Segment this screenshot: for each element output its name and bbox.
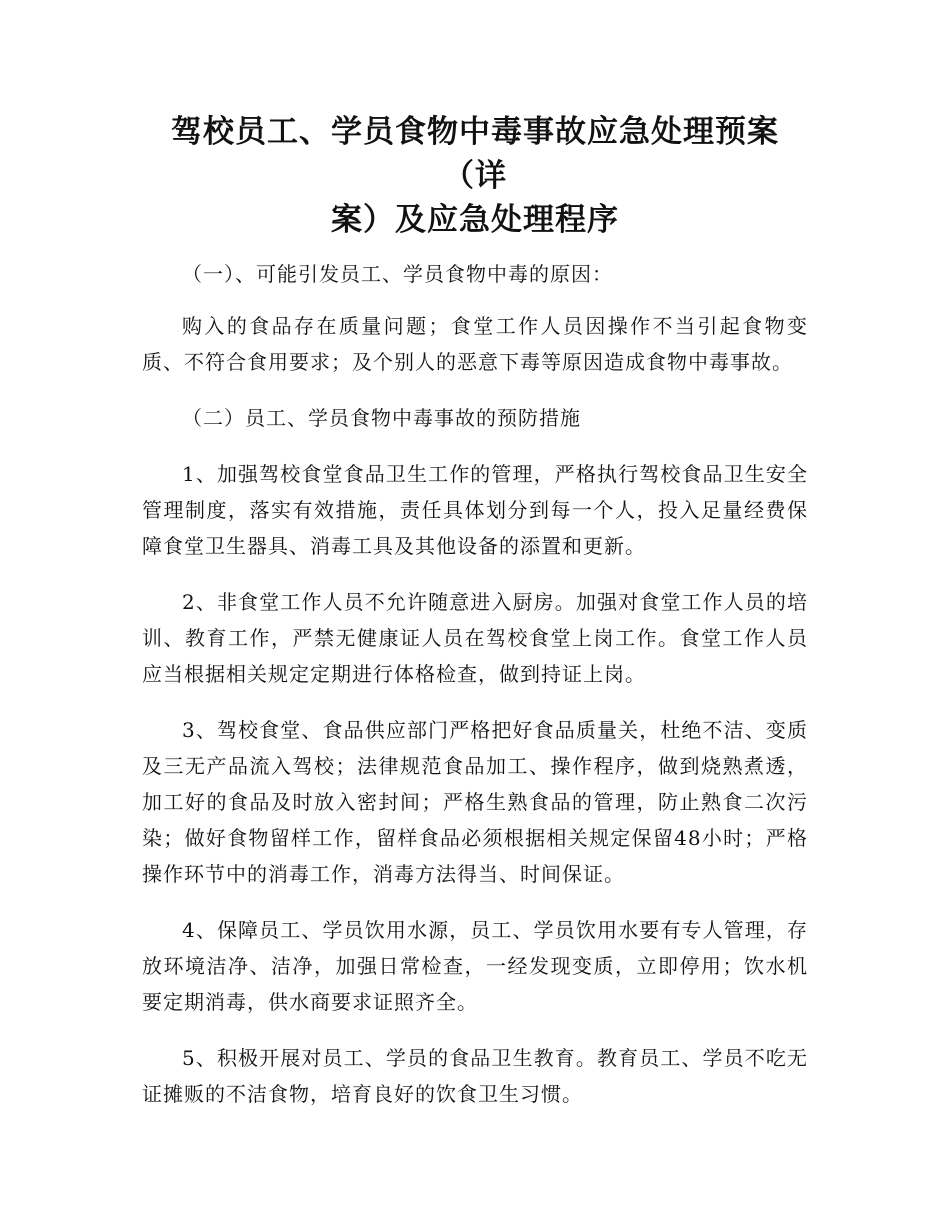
prevention-item-1: 1、加强驾校食堂食品卫生工作的管理，严格执行驾校食品卫生安全管理制度，落实有效措施，责任具体划分到每一个人，投入足量经费保障食堂卫生器具、消毒工具及其他设备的添置和更新。 (142, 462, 808, 558)
section-heading-causes: （一）、可能引发员工、学员食物中毒的原因： (182, 262, 613, 286)
prevention-item-3: 3、驾校食堂、食品供应部门严格把好食品质量关，杜绝不洁、变质及三无产品流入驾校；法律规范食品加工、操作程序，做到烧熟煮透，加工好的食品及时放入密封间；严格生熟食品的管理，防止熟食二次污染；做好食物留样工作，留样食品必须根据相关规定保留48小时；严格操作环节中的消毒工作，消毒方法得当、时间保证。 (142, 718, 808, 886)
prevention-item-4: 4、保障员工、学员饮用水源，员工、学员饮用水要有专人管理，存放环境洁净、洁净，加强日常检查，一经发现变质，立即停用；饮水机要定期消毒，供水商要求证照齐全。 (142, 918, 808, 1014)
document-title (142, 110, 808, 242)
section-heading-prevention: （二）员工、学员食物中毒事故的预防措施 (182, 406, 581, 430)
title-line-1: 驾校员工、学员食物中毒事故应急处理预案（详 (171, 114, 779, 194)
paragraph-causes: 购入的食品存在质量问题；食堂工作人员因操作不当引起食物变质、不符合食用要求；及个别人的恶意下毒等原因造成食物中毒事故。 (142, 314, 808, 374)
prevention-item-2: 2、非食堂工作人员不允许随意进入厨房。加强对食堂工作人员的培训、教育工作，严禁无健康证人员在驾校食堂上岗工作。食堂工作人员应当根据相关规定定期进行体格检查，做到持证上岗。 (142, 590, 808, 686)
title-line-2: 案）及应急处理程序 (331, 202, 619, 238)
prevention-item-5: 5、积极开展对员工、学员的食品卫生教育。教育员工、学员不吃无证摊贩的不洁食物，培育良好的饮食卫生习惯。 (142, 1046, 808, 1106)
